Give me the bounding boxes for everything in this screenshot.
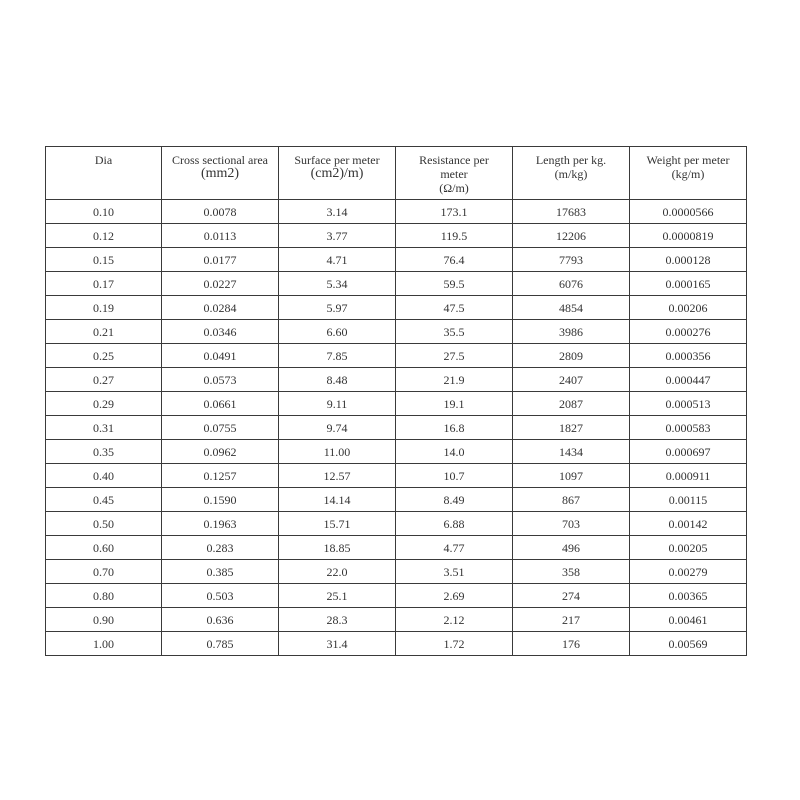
cell-resistance-per-meter: 59.5 bbox=[396, 272, 513, 296]
cell-weight-per-meter: 0.00205 bbox=[630, 536, 747, 560]
cell-surface-per-meter: 9.74 bbox=[279, 416, 396, 440]
cell-cross-sectional-area: 0.636 bbox=[162, 608, 279, 632]
cell-dia: 0.80 bbox=[46, 584, 162, 608]
cell-cross-sectional-area: 0.1257 bbox=[162, 464, 279, 488]
table-row bbox=[46, 536, 747, 560]
cell-surface-per-meter: 6.60 bbox=[279, 320, 396, 344]
cell-cross-sectional-area: 0.0755 bbox=[162, 416, 279, 440]
cell-resistance-per-meter: 3.51 bbox=[396, 560, 513, 584]
cell-dia: 0.21 bbox=[46, 320, 162, 344]
table-row bbox=[46, 344, 747, 368]
header-weight-per-meter bbox=[630, 147, 747, 200]
header-resistance-per-meter-label: Resistance per bbox=[419, 153, 489, 167]
cell-dia: 0.25 bbox=[46, 344, 162, 368]
cell-resistance-per-meter: 19.1 bbox=[396, 392, 513, 416]
cell-surface-per-meter: 3.77 bbox=[279, 224, 396, 248]
cell-weight-per-meter: 0.000276 bbox=[630, 320, 747, 344]
header-resistance-per-meter bbox=[396, 147, 513, 200]
cell-length-per-kg: 4854 bbox=[513, 296, 630, 320]
header-cross-sectional-area bbox=[162, 147, 279, 200]
cell-cross-sectional-area: 0.0227 bbox=[162, 272, 279, 296]
cell-length-per-kg: 2087 bbox=[513, 392, 630, 416]
header-surface-per-meter bbox=[279, 147, 396, 200]
cell-length-per-kg: 274 bbox=[513, 584, 630, 608]
cell-dia: 0.17 bbox=[46, 272, 162, 296]
cell-weight-per-meter: 0.00279 bbox=[630, 560, 747, 584]
cell-surface-per-meter: 3.14 bbox=[279, 200, 396, 224]
table-row bbox=[46, 200, 747, 224]
cell-dia: 0.45 bbox=[46, 488, 162, 512]
cell-weight-per-meter: 0.000447 bbox=[630, 368, 747, 392]
cell-cross-sectional-area: 0.1963 bbox=[162, 512, 279, 536]
cell-resistance-per-meter: 4.77 bbox=[396, 536, 513, 560]
cell-dia: 0.90 bbox=[46, 608, 162, 632]
table-row bbox=[46, 320, 747, 344]
cell-resistance-per-meter: 27.5 bbox=[396, 344, 513, 368]
cell-cross-sectional-area: 0.0661 bbox=[162, 392, 279, 416]
table-row bbox=[46, 368, 747, 392]
cell-length-per-kg: 703 bbox=[513, 512, 630, 536]
cell-resistance-per-meter: 8.49 bbox=[396, 488, 513, 512]
cell-weight-per-meter: 0.000697 bbox=[630, 440, 747, 464]
cell-resistance-per-meter: 16.8 bbox=[396, 416, 513, 440]
table-row bbox=[46, 512, 747, 536]
cell-surface-per-meter: 14.14 bbox=[279, 488, 396, 512]
cell-surface-per-meter: 18.85 bbox=[279, 536, 396, 560]
cell-length-per-kg: 3986 bbox=[513, 320, 630, 344]
cell-dia: 0.31 bbox=[46, 416, 162, 440]
cell-weight-per-meter: 0.00461 bbox=[630, 608, 747, 632]
header-dia-label: Dia bbox=[94, 153, 113, 167]
cell-cross-sectional-area: 0.0962 bbox=[162, 440, 279, 464]
cell-length-per-kg: 2809 bbox=[513, 344, 630, 368]
cell-length-per-kg: 12206 bbox=[513, 224, 630, 248]
cell-cross-sectional-area: 0.0284 bbox=[162, 296, 279, 320]
wire-specification-table bbox=[45, 146, 747, 656]
table-header bbox=[46, 147, 747, 200]
cell-resistance-per-meter: 47.5 bbox=[396, 296, 513, 320]
cell-resistance-per-meter: 1.72 bbox=[396, 632, 513, 656]
cell-cross-sectional-area: 0.1590 bbox=[162, 488, 279, 512]
header-surface-per-meter-label: Surface per meter bbox=[294, 153, 380, 167]
header-surface-per-meter-unit: (cm2)/m) bbox=[310, 166, 364, 181]
cell-weight-per-meter: 0.00365 bbox=[630, 584, 747, 608]
table-row bbox=[46, 608, 747, 632]
cell-dia: 0.10 bbox=[46, 200, 162, 224]
cell-dia: 0.15 bbox=[46, 248, 162, 272]
cell-surface-per-meter: 25.1 bbox=[279, 584, 396, 608]
cell-weight-per-meter: 0.00569 bbox=[630, 632, 747, 656]
cell-dia: 0.12 bbox=[46, 224, 162, 248]
cell-length-per-kg: 1827 bbox=[513, 416, 630, 440]
header-length-per-kg bbox=[513, 147, 630, 200]
cell-resistance-per-meter: 35.5 bbox=[396, 320, 513, 344]
cell-surface-per-meter: 7.85 bbox=[279, 344, 396, 368]
cell-cross-sectional-area: 0.0491 bbox=[162, 344, 279, 368]
cell-length-per-kg: 7793 bbox=[513, 248, 630, 272]
table-row bbox=[46, 296, 747, 320]
cell-surface-per-meter: 28.3 bbox=[279, 608, 396, 632]
cell-surface-per-meter: 9.11 bbox=[279, 392, 396, 416]
cell-length-per-kg: 17683 bbox=[513, 200, 630, 224]
cell-surface-per-meter: 5.34 bbox=[279, 272, 396, 296]
header-cross-sectional-area-label: Cross sectional area bbox=[172, 153, 268, 167]
cell-surface-per-meter: 4.71 bbox=[279, 248, 396, 272]
cell-cross-sectional-area: 0.0177 bbox=[162, 248, 279, 272]
table-row bbox=[46, 392, 747, 416]
table-row bbox=[46, 224, 747, 248]
cell-cross-sectional-area: 0.0573 bbox=[162, 368, 279, 392]
cell-surface-per-meter: 8.48 bbox=[279, 368, 396, 392]
cell-resistance-per-meter: 14.0 bbox=[396, 440, 513, 464]
header-resistance-per-meter-label-2: meter bbox=[440, 167, 468, 181]
table-row bbox=[46, 272, 747, 296]
cell-weight-per-meter: 0.00142 bbox=[630, 512, 747, 536]
cell-cross-sectional-area: 0.385 bbox=[162, 560, 279, 584]
header-cross-sectional-area-unit: (mm2) bbox=[200, 166, 240, 181]
cell-weight-per-meter: 0.000128 bbox=[630, 248, 747, 272]
header-weight-per-meter-unit: (kg/m) bbox=[671, 167, 705, 181]
cell-resistance-per-meter: 119.5 bbox=[396, 224, 513, 248]
table-row bbox=[46, 464, 747, 488]
table-row bbox=[46, 560, 747, 584]
cell-weight-per-meter: 0.0000566 bbox=[630, 200, 747, 224]
cell-weight-per-meter: 0.000356 bbox=[630, 344, 747, 368]
cell-weight-per-meter: 0.000583 bbox=[630, 416, 747, 440]
header-row bbox=[46, 147, 747, 200]
table-row bbox=[46, 416, 747, 440]
table-body bbox=[46, 200, 747, 656]
table-row bbox=[46, 488, 747, 512]
header-dia bbox=[46, 147, 162, 200]
cell-dia: 0.50 bbox=[46, 512, 162, 536]
header-length-per-kg-unit: (m/kg) bbox=[554, 167, 588, 181]
cell-length-per-kg: 176 bbox=[513, 632, 630, 656]
cell-dia: 0.60 bbox=[46, 536, 162, 560]
cell-cross-sectional-area: 0.283 bbox=[162, 536, 279, 560]
cell-weight-per-meter: 0.000165 bbox=[630, 272, 747, 296]
cell-surface-per-meter: 15.71 bbox=[279, 512, 396, 536]
cell-length-per-kg: 358 bbox=[513, 560, 630, 584]
cell-length-per-kg: 1097 bbox=[513, 464, 630, 488]
table-row bbox=[46, 440, 747, 464]
cell-dia: 0.35 bbox=[46, 440, 162, 464]
cell-weight-per-meter: 0.000513 bbox=[630, 392, 747, 416]
cell-length-per-kg: 217 bbox=[513, 608, 630, 632]
table-row bbox=[46, 584, 747, 608]
cell-dia: 0.29 bbox=[46, 392, 162, 416]
cell-dia: 0.19 bbox=[46, 296, 162, 320]
cell-weight-per-meter: 0.0000819 bbox=[630, 224, 747, 248]
cell-resistance-per-meter: 21.9 bbox=[396, 368, 513, 392]
cell-resistance-per-meter: 6.88 bbox=[396, 512, 513, 536]
cell-surface-per-meter: 31.4 bbox=[279, 632, 396, 656]
cell-dia: 0.27 bbox=[46, 368, 162, 392]
cell-cross-sectional-area: 0.0113 bbox=[162, 224, 279, 248]
cell-cross-sectional-area: 0.0346 bbox=[162, 320, 279, 344]
cell-weight-per-meter: 0.000911 bbox=[630, 464, 747, 488]
cell-cross-sectional-area: 0.0078 bbox=[162, 200, 279, 224]
cell-surface-per-meter: 5.97 bbox=[279, 296, 396, 320]
cell-surface-per-meter: 22.0 bbox=[279, 560, 396, 584]
cell-surface-per-meter: 12.57 bbox=[279, 464, 396, 488]
cell-dia: 1.00 bbox=[46, 632, 162, 656]
cell-cross-sectional-area: 0.785 bbox=[162, 632, 279, 656]
table-row bbox=[46, 248, 747, 272]
header-resistance-per-meter-unit: (Ω/m) bbox=[439, 181, 469, 195]
cell-dia: 0.70 bbox=[46, 560, 162, 584]
cell-weight-per-meter: 0.00115 bbox=[630, 488, 747, 512]
header-length-per-kg-label: Length per kg. bbox=[535, 153, 607, 167]
table-row bbox=[46, 632, 747, 656]
cell-resistance-per-meter: 10.7 bbox=[396, 464, 513, 488]
cell-resistance-per-meter: 2.12 bbox=[396, 608, 513, 632]
cell-weight-per-meter: 0.00206 bbox=[630, 296, 747, 320]
cell-length-per-kg: 867 bbox=[513, 488, 630, 512]
cell-length-per-kg: 1434 bbox=[513, 440, 630, 464]
cell-surface-per-meter: 11.00 bbox=[279, 440, 396, 464]
header-weight-per-meter-label: Weight per meter bbox=[646, 153, 730, 167]
cell-dia: 0.40 bbox=[46, 464, 162, 488]
cell-resistance-per-meter: 76.4 bbox=[396, 248, 513, 272]
cell-resistance-per-meter: 2.69 bbox=[396, 584, 513, 608]
cell-cross-sectional-area: 0.503 bbox=[162, 584, 279, 608]
cell-length-per-kg: 6076 bbox=[513, 272, 630, 296]
cell-length-per-kg: 2407 bbox=[513, 368, 630, 392]
cell-length-per-kg: 496 bbox=[513, 536, 630, 560]
cell-resistance-per-meter: 173.1 bbox=[396, 200, 513, 224]
